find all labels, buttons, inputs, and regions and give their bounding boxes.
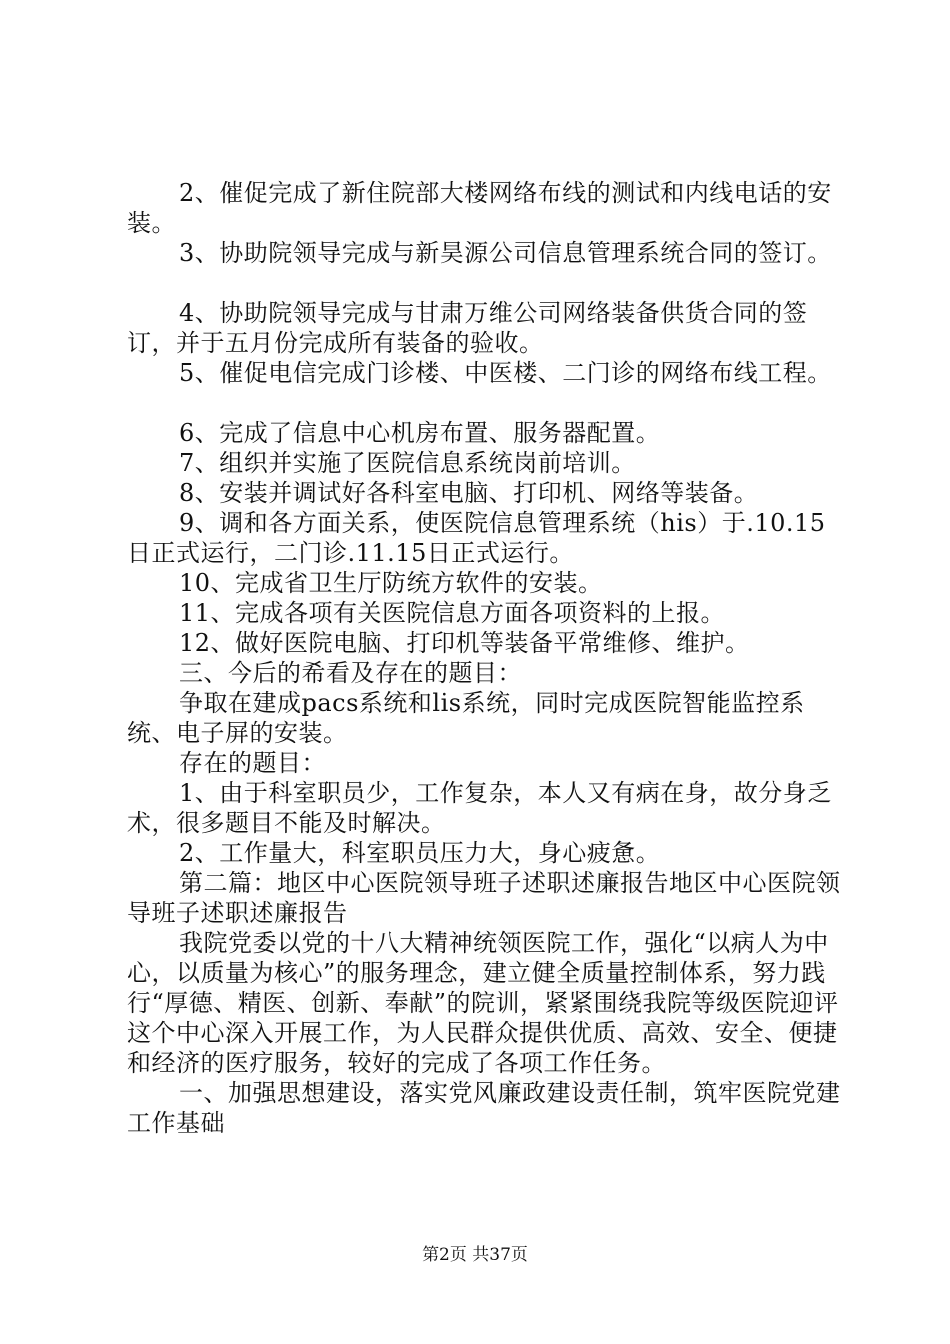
problem-item-2: 2、工作量大，科室职员压力大，身心疲惫。: [179, 839, 661, 867]
chapter-heading: 第二篇：地区中心医院领导班子述职述廉报告地区中心医院领导班子述职述廉报告: [127, 869, 841, 927]
paragraph-goal: 争取在建成pacs系统和lis系统，同时完成医院智能监控系统、电子屏的安装。: [127, 689, 805, 747]
paragraph-item-6: 6、完成了信息中心机房布置、服务器配置。: [179, 419, 661, 447]
paragraph-item-12: 12、做好医院电脑、打印机等装备平常维修、维护。: [179, 629, 750, 657]
paragraph-gap: [127, 268, 843, 298]
section-heading-3: 三、今后的希看及存在的题目：: [179, 659, 522, 687]
paragraph-item-10: 10、完成省卫生厅防统方软件的安装。: [179, 569, 603, 597]
paragraph-item-7: 7、组织并实施了医院信息系统岗前培训。: [179, 449, 636, 477]
page-footer: 第2页 共37页: [422, 1245, 528, 1265]
subheading-problems: 存在的题目：: [179, 749, 326, 777]
paragraph-gap: [127, 388, 843, 418]
paragraph-intro: 我院党委以党的十八大精神统领医院工作，强化“以病人为中心，以质量为核心”的服务理念，建立健全质量控制体系，努力践行“厚德、精医、创新、奉献”的院训，紧紧围绕我院等级医院迎评这个中心深入开展工作，为人民群众提供优质、高效、安全、便捷和经济的医疗服务，较好的完成了各项工作任务。: [127, 929, 839, 1077]
problem-item-1: 1、由于科室职员少，工作复杂，本人又有病在身，故分身乏术，很多题目不能及时解决。: [127, 779, 832, 837]
paragraph-item-5: 5、催促电信完成门诊楼、中医楼、二门诊的网络布线工程。: [179, 359, 832, 387]
section-heading-1: 一、加强思想建设，落实党风廉政建设责任制，筑牢医院党建工作基础: [127, 1079, 841, 1137]
paragraph-item-3: 3、协助院领导完成与新昊源公司信息管理系统合同的签订。: [179, 239, 832, 267]
paragraph-item-8: 8、安装并调试好各科室电脑、打印机、网络等装备。: [179, 479, 759, 507]
paragraph-item-9: 9、调和各方面关系，使医院信息管理系统（his）于.10.15日正式运行，二门诊.11.15日正式运行。: [127, 509, 826, 567]
paragraph-item-2: 2、催促完成了新住院部大楼网络布线的测试和内线电话的安装。: [127, 179, 832, 237]
paragraph-item-11: 11、完成各项有关医院信息方面各项资料的上报。: [179, 599, 726, 627]
document-body: [127, 178, 843, 1138]
paragraph-item-4: 4、协助院领导完成与甘肃万维公司网络装备供货合同的签订，并于五月份完成所有装备的验收。: [127, 299, 808, 357]
